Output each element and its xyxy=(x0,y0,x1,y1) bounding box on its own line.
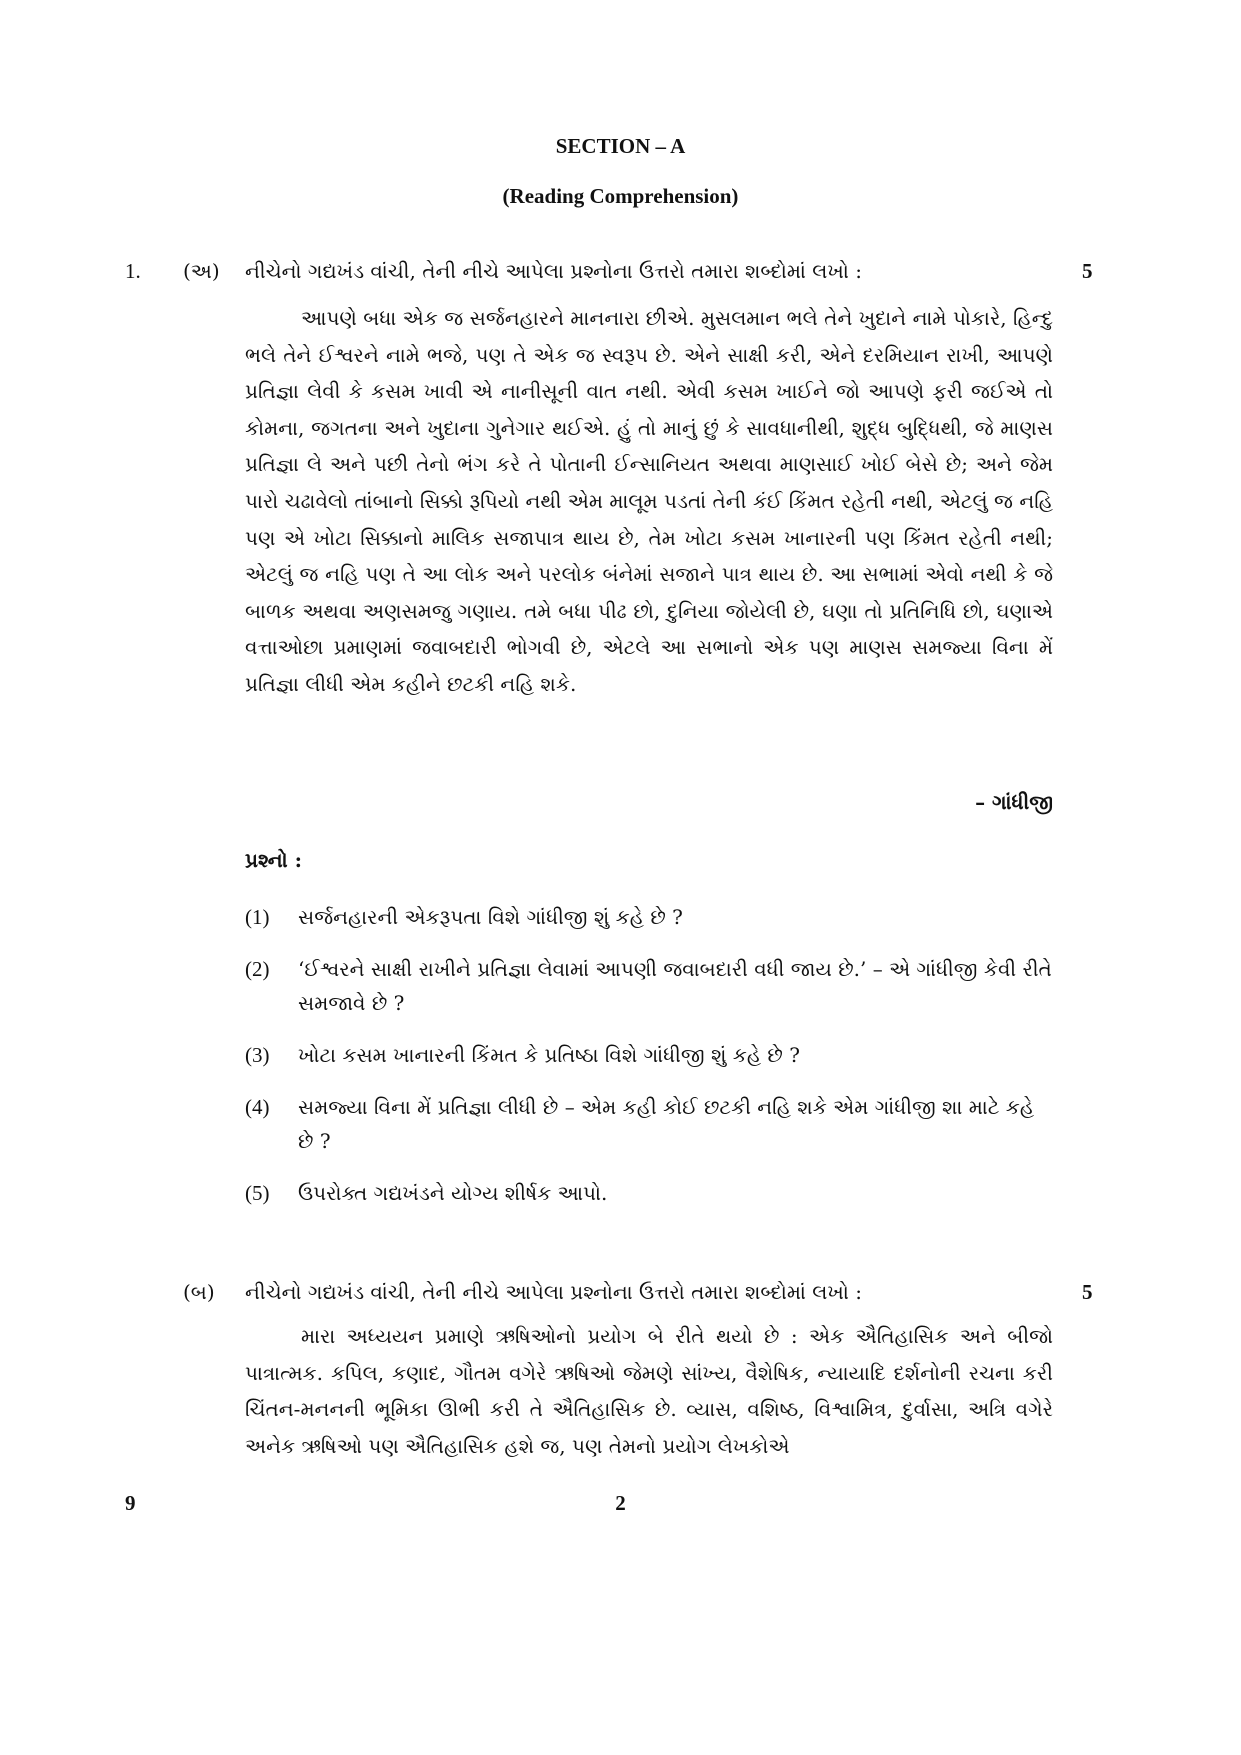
questions-list xyxy=(245,900,1053,1228)
section-title: SECTION – A xyxy=(555,134,686,158)
passage-a: આપણે બધા એક જ સર્જનહારને માનનારા છીએ. મુસલમાન ભલે તેને ખુદાને નામે પોકારે, હિન્દુ ભલે તેને ઈશ્વરને નામે ભજે, પણ તે એક જ સ્વરૂપ છે. એને સાક્ષી કરી, એને દરમિયાન રાખી, આપણે પ્રતિજ્ઞા લેવી કે કસમ ખાવી એ નાનીસૂની વાત નથી. એવી કસમ ખાઈને જો આપણે ફરી જઈએ તો કોમના, જગતના અને ખુદાના ગુનેગાર થઈએ. હું તો માનું છું કે સાવધાનીથી, શુદ્ધ બુદ્ધિથી, જે માણસ પ્રતિજ્ઞા લે અને પછી તેનો ભંગ કરે તે પોતાની ઈન્સાનિયત અથવા માણસાઈ ખોઈ બેસે છે; અને જેમ પારો ચઢાવેલો તાંબાનો સિક્કો રૂપિયો નથી એમ માલૂમ પડતાં તેની કંઈ કિંમત રહેતી નથી, એટલું જ નહિ પણ એ ખોટા સિક્કાનો માલિક સજાપાત્ર થાય છે, તેમ ખોટા કસમ ખાનારની પણ કિંમત રહેતી નથી; એટલું જ નહિ પણ તે આ લોક અને પરલોક બંનેમાં સજાને પાત્ર થાય છે. આ સભામાં એવો નથી કે જે બાળક અથવા અણસમજુ ગણાય. તમે બધા પીઢ છો, દુનિયા જોયેલી છે, ઘણા તો પ્રતિનિધિ છો, ઘણાએ વત્તાઓછા પ્રમાણમાં જવાબદારી ભોગવી છે, એટલે આ સભાનો એક પણ માણસ સમજ્યા વિના મેં પ્રતિજ્ઞા લીધી એમ કહીને છટકી નહિ શકે. xyxy=(245,306,1053,696)
passage-b: મારા અધ્યયન પ્રમાણે ઋષિઓનો પ્રયોગ બે રીતે થયો છે : એક ઐતિહાસિક અને બીજો પાત્રાત્મક. કપિલ, કણાદ, ગૌતમ વગેરે ઋષિઓ જેમણે સાંખ્ય, વૈશેષિક, ન્યાયાદિ દર્શનોની રચના કરી ચિંતન-મનનની ભૂમિકા ઊભી કરી તે ઐતિહાસિક છે. વ્યાસ, વશિષ્ઠ, વિશ્વામિત્ર, દુર્વાસા, અત્રિ વગેરે અનેક ઋષિઓ પણ ઐતિહાસિક હશે જ, પણ તેમનો પ્રયોગ લેખકોએ xyxy=(245,1324,1053,1458)
question-1a-header xyxy=(0,256,1241,288)
part-a-marks: 5 xyxy=(1082,259,1093,283)
question-item-text: ‘ઈશ્વરને સાક્ષી રાખીને પ્રતિજ્ઞા લેવામાં આપણી જવાબદારી વધી જાય છે.’ – એ ગાંધીજી કેવી રીતે સમજાવે છે ? xyxy=(298,957,1052,1015)
question-item xyxy=(245,1090,1053,1158)
question-item xyxy=(245,1038,1053,1072)
question-item-text: સમજ્યા વિના મેં પ્રતિજ્ઞા લીધી છે – એમ કહી કોઈ છટકી નહિ શકે એમ ગાંધીજી શા માટે કહે છે ? xyxy=(298,1095,1035,1153)
section-subtitle: (Reading Comprehension) xyxy=(502,184,739,208)
question-item-text: સર્જનહારની એકરૂપતા વિશે ગાંધીજી શું કહે છે ? xyxy=(298,905,683,929)
question-item-number: (3) xyxy=(245,1043,270,1067)
question-item xyxy=(245,900,1053,934)
question-item xyxy=(245,952,1053,1020)
page-number: 2 xyxy=(615,1491,626,1515)
part-a-label: (અ) xyxy=(183,259,220,283)
question-number: 1. xyxy=(125,259,141,283)
question-item-text: ઉપરોક્ત ગદ્યખંડને યોગ્ય શીર્ષક આપો. xyxy=(298,1181,608,1205)
paper-code: 9 xyxy=(125,1491,136,1515)
part-b-instruction: નીચેનો ગદ્યખંડ વાંચી, તેની નીચે આપેલા પ્રશ્નોના ઉત્તરો તમારા શબ્દોમાં લખો : xyxy=(245,1280,862,1304)
part-b-marks: 5 xyxy=(1082,1280,1093,1304)
question-item-number: (5) xyxy=(245,1181,270,1205)
question-item-number: (4) xyxy=(245,1095,270,1119)
question-item-text: ખોટા કસમ ખાનારની કિંમત કે પ્રતિષ્ઠા વિશે ગાંધીજી શું કહે છે ? xyxy=(298,1043,800,1067)
question-item xyxy=(245,1176,1053,1210)
passage-a-author: – ગાંધીજી xyxy=(975,790,1053,814)
questions-heading: પ્રશ્નો : xyxy=(245,848,302,872)
part-b-label: (બ) xyxy=(183,1280,215,1304)
question-item-number: (1) xyxy=(245,905,270,929)
question-1b-header xyxy=(0,1277,1241,1309)
part-a-instruction: નીચેનો ગદ્યખંડ વાંચી, તેની નીચે આપેલા પ્રશ્નોના ઉત્તરો તમારા શબ્દોમાં લખો : xyxy=(245,259,862,283)
question-item-number: (2) xyxy=(245,957,270,981)
